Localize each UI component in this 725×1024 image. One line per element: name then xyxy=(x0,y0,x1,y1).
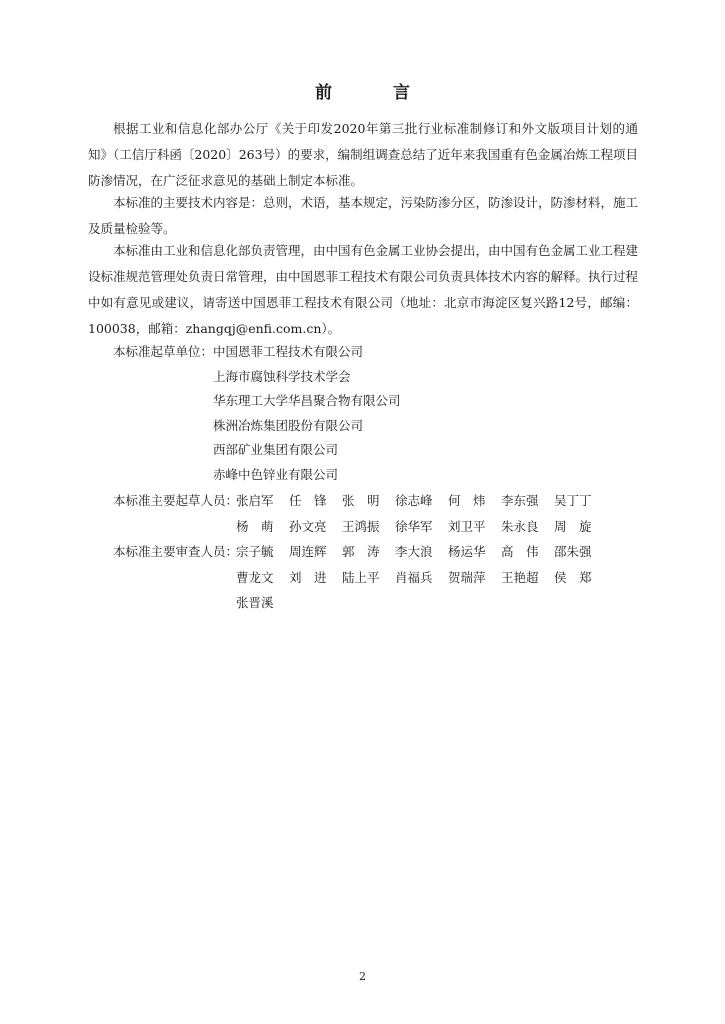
drafter-name: 朱永良 xyxy=(501,518,539,534)
paragraph-contents: 本标准的主要技术内容是：总则，术语，基本规定，污染防渗分区，防渗设计，防渗材料，施工及质量检验等。 xyxy=(88,195,639,236)
drafting-unit-row xyxy=(113,463,401,488)
paragraph-basis: 根据工业和信息化部办公厅《关于印发2020年第三批行业标准制修订和外文版项目计划的通知》（工信厅科函〔2020〕263号）的要求，编制组调查总结了近年来我国重有色金属冶炼工程项目防渗情况，在广泛征求意见的基础上制定本标准。 xyxy=(88,121,638,188)
drafting-unit-row xyxy=(113,389,401,414)
people-lists xyxy=(113,488,607,616)
reviewers-row xyxy=(113,565,607,591)
paragraph-management: 本标准由工业和信息化部负责管理，由中国有色金属工业协会提出，由中国有色金属工业工程建设标准规范管理处负责日常管理，由中国恩菲工程技术有限公司负责具体技术内容的解释。执行过程中如有意见或建议，请寄送中国恩菲工程技术有限公司（地址：北京市海淀区复兴路12号，邮编：100038，邮箱：zhangqj@enfi.com.cn）。 xyxy=(88,243,639,336)
reviewer-name: 王艳超 xyxy=(501,569,539,585)
reviewer-name: 贺瑞萍 xyxy=(448,569,486,585)
drafter-name: 徐华军 xyxy=(395,518,433,534)
reviewers-row xyxy=(113,590,607,616)
page-number: 2 xyxy=(359,970,366,983)
drafter-name: 刘卫平 xyxy=(448,518,486,534)
drafting-units-label: 本标准起草单位： xyxy=(113,344,214,359)
reviewer-name: 高 伟 xyxy=(501,544,539,559)
drafting-unit: 赤峰中色锌业有限公司 xyxy=(213,466,339,482)
drafter-name: 张 明 xyxy=(342,493,380,508)
drafters-label: 本标准主要起草人员： xyxy=(113,493,239,508)
reviewer-name: 杨运华 xyxy=(448,544,486,559)
drafting-unit-row xyxy=(113,438,401,463)
drafter-name: 何 炜 xyxy=(448,493,486,508)
reviewer-name: 侯 郑 xyxy=(554,569,592,585)
reviewer-name: 肖福兵 xyxy=(395,569,433,585)
reviewer-name: 曹龙文 xyxy=(236,569,274,585)
drafter-name: 李东强 xyxy=(501,493,539,508)
drafting-unit-row xyxy=(113,340,401,365)
reviewer-name: 张晋溪 xyxy=(236,595,274,610)
drafting-unit: 株洲冶炼集团股份有限公司 xyxy=(213,417,364,433)
reviewers-row xyxy=(113,539,607,565)
drafter-name: 徐志峰 xyxy=(395,493,433,508)
drafting-units xyxy=(113,340,401,487)
reviewer-name: 周连辉 xyxy=(289,544,327,559)
drafters-row xyxy=(113,488,607,514)
reviewer-name: 陆上平 xyxy=(342,569,380,585)
page-title: 前 言 xyxy=(315,83,432,103)
reviewer-name: 邵朱强 xyxy=(554,544,592,559)
reviewer-name: 李大浪 xyxy=(395,544,433,559)
reviewers-label: 本标准主要审查人员： xyxy=(113,544,239,559)
drafter-name: 周 旋 xyxy=(554,518,592,534)
reviewer-name: 刘 进 xyxy=(289,569,327,585)
drafter-name: 任 锋 xyxy=(289,493,327,508)
drafting-unit: 上海市腐蚀科学技术学会 xyxy=(213,368,351,384)
drafting-unit: 中国恩菲工程技术有限公司 xyxy=(213,344,364,359)
drafter-name: 张启军 xyxy=(236,493,274,508)
drafters-row xyxy=(113,514,607,540)
drafting-unit-row xyxy=(113,414,401,439)
drafting-unit-row xyxy=(113,365,401,390)
drafter-name: 吴丁丁 xyxy=(554,493,592,508)
reviewer-name: 宗子毓 xyxy=(236,544,274,559)
drafting-unit: 华东理工大学华昌聚合物有限公司 xyxy=(213,393,401,408)
reviewer-name: 郭 涛 xyxy=(342,544,380,559)
drafter-name: 王鸿振 xyxy=(342,518,380,534)
drafter-name: 孙文亮 xyxy=(289,518,327,534)
drafting-unit: 西部矿业集团有限公司 xyxy=(213,442,339,457)
drafter-name: 杨 萌 xyxy=(236,518,274,534)
